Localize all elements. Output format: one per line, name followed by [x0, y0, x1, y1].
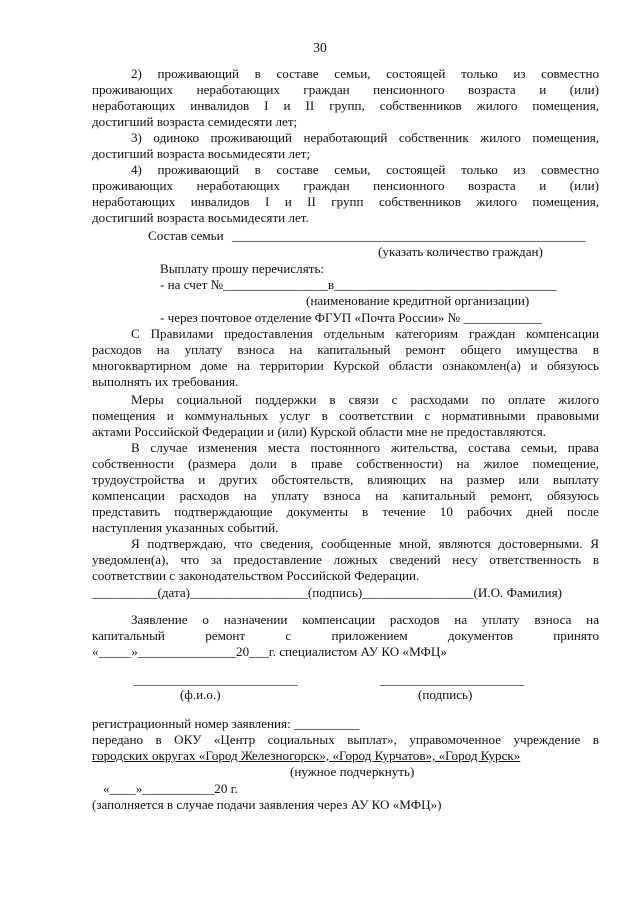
- account-line[interactable]: - на счет №________________в__________________________________: [160, 277, 557, 292]
- date-signature-line[interactable]: __________(дата)__________________(подпись)_________________(И.О. Фамилия): [92, 585, 562, 600]
- rules-line: многоквартирном доме на территории Курской области ознакомлен(а) и обязуюсь: [92, 358, 599, 373]
- item4-line: проживающих неработающих граждан пенсионного возраста и (или): [92, 178, 599, 193]
- item4-line: 4) проживающий в составе семьи, состоящей только из совместно: [131, 162, 599, 177]
- post-office-line[interactable]: - через почтовое отделение ФГУП «Почта России» № ____________: [160, 310, 542, 325]
- family-label: Состав семьи: [148, 228, 224, 243]
- mfc-line: капитальный ремонт с приложением документов принято: [92, 628, 599, 643]
- mfc-date-line[interactable]: «_____»_______________20___г. специалистом АУ КО «МФЦ»: [92, 644, 447, 659]
- change-line: собственности (размера доли в праве собственности) на жилое помещение,: [92, 456, 599, 471]
- change-line: В случае изменения места постоянного жительства, состава семьи, права: [131, 440, 599, 455]
- signature-label: (подпись): [418, 687, 473, 702]
- confirm-line: Я подтверждаю, что сведения, сообщенные мной, являются достоверными. Я: [131, 536, 599, 551]
- item2-line: проживающих неработающих граждан пенсионного возраста и (или): [92, 82, 599, 97]
- rules-line: выполнять их требования.: [92, 374, 239, 389]
- fio-input-line[interactable]: _________________________: [134, 672, 298, 687]
- support-line: Меры социальной поддержки в связи с расходами по оплате жилого: [131, 392, 599, 407]
- payment-intro: Выплату прошу перечислять:: [160, 261, 325, 276]
- transfer-date-line[interactable]: «____»___________20 г.: [103, 781, 238, 796]
- underline-hint: (нужное подчеркнуть): [290, 764, 415, 779]
- item3-line: 3) одиноко проживающий неработающий собственник жилого помещения,: [131, 130, 599, 145]
- item3-line: достигший возраста восьмидесяти лет;: [92, 146, 311, 161]
- rules-line: С Правилами предоставления отдельным категориям граждан компенсации: [131, 326, 599, 341]
- family-hint: (указать количество граждан): [378, 244, 543, 259]
- change-line: представить подтверждающие документы в течение 10 рабочих дней после: [92, 504, 599, 519]
- rules-line: расходов на уплату взноса на капитальный ремонт общего имущества в: [92, 342, 599, 357]
- transfer-line: передано в ОКУ «Центр социальных выплат», управомоченное учреждение в: [92, 732, 599, 747]
- item2-line: достигший возраста семидесяти лет;: [92, 114, 298, 129]
- change-line: наступления указанных событий.: [92, 520, 279, 535]
- family-input-line[interactable]: ______________________________________________________: [232, 228, 586, 243]
- transfer-cities-line: городских округах «Город Железногорск», «Город Курчатов», «Город Курск»: [92, 748, 521, 763]
- bank-hint: (наименование кредитной организации): [306, 293, 530, 308]
- item2-line: неработающих инвалидов I и II групп, собственников жилого помещения,: [92, 98, 599, 113]
- confirm-line: соответствии с законодательством Российской Федерации.: [92, 568, 420, 583]
- signature-input-line[interactable]: ______________________: [380, 672, 525, 687]
- mfc-note: (заполняется в случае подачи заявления через АУ КО «МФЦ»): [92, 797, 442, 812]
- change-line: компенсации расходов на уплату взноса на капитальный ремонт, обязуюсь: [92, 488, 599, 503]
- mfc-line: Заявление о назначении компенсации расходов на уплату взноса на: [131, 612, 599, 627]
- support-line: актами Российской Федерации и (или) Курской области мне не предоставляются.: [92, 424, 547, 439]
- item4-line: достигший возраста восьмидесяти лет.: [92, 210, 309, 225]
- change-line: трудоустройства и других обстоятельств, влияющих на размер или выплату: [92, 472, 599, 487]
- page-number: 30: [313, 40, 327, 55]
- registration-number-line[interactable]: регистрационный номер заявления: __________: [92, 716, 360, 731]
- item2-line: 2) проживающий в составе семьи, состоящей только из совместно: [131, 66, 599, 81]
- fio-label: (ф.и.о.): [180, 687, 221, 702]
- item4-line: неработающих инвалидов I и II групп собственников жилого помещения,: [92, 194, 599, 209]
- support-line: помещения и коммунальных услуг в соответствии с нормативными правовыми: [92, 408, 599, 423]
- confirm-line: уведомлен(а), что за предоставление ложных сведений несу ответственность в: [92, 552, 599, 567]
